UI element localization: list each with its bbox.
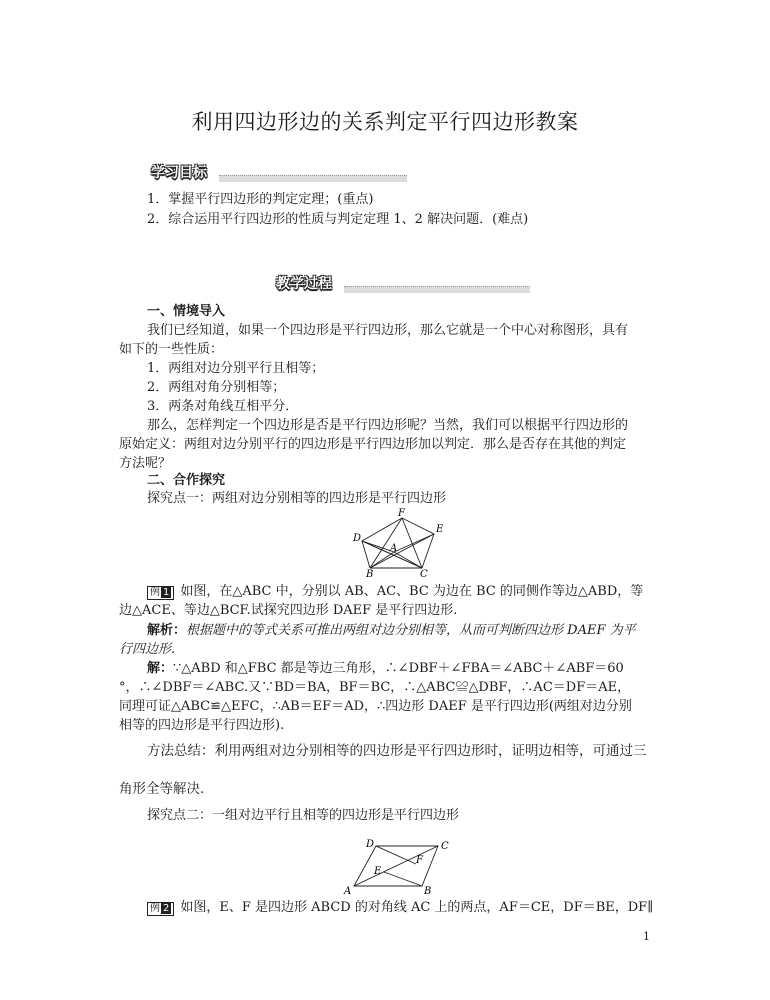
paragraph-line: 我们已经知道，如果一个四边形是平行四边形，那么它就是一个中心对称图形，具有 bbox=[147, 323, 629, 338]
explore-point-2: 探究点二：一组对边平行且相等的四边形是平行四边形 bbox=[147, 808, 460, 823]
page-title: 利用四边形边的关系判定平行四边形教案 bbox=[191, 110, 579, 134]
section-banner-objectives bbox=[147, 163, 407, 185]
diagonal-ac bbox=[354, 846, 438, 886]
part2-heading: 二、合作探究 bbox=[147, 473, 226, 488]
quad-dfea bbox=[362, 518, 434, 568]
section-label-objectives: 学习目标 bbox=[147, 163, 211, 183]
label-e: E bbox=[436, 524, 444, 535]
banner-rule bbox=[344, 286, 530, 293]
label-d: D bbox=[353, 533, 362, 544]
segment-be bbox=[370, 534, 434, 568]
page-number: 1 bbox=[643, 930, 650, 943]
figure-triangles bbox=[350, 508, 450, 578]
property-item: 1．两组对边分别平行且相等； bbox=[147, 361, 325, 376]
analysis-line: 解析：根据题中的等式关系可推出两组对边分别相等，从而可判断四边形 DAEF 为平 bbox=[147, 623, 636, 638]
section-label-process: 教学过程 bbox=[272, 274, 336, 294]
paragraph-line: 方法呢？ bbox=[119, 456, 172, 471]
example-tag: 例 1 bbox=[147, 586, 174, 600]
paragraph-line: 那么，怎样判定一个四边形是否是平行四边形呢？当然，我们可以根据平行四边形的 bbox=[147, 418, 629, 433]
label-d: D bbox=[366, 839, 375, 850]
segment-ae bbox=[394, 534, 434, 552]
segment-db bbox=[362, 541, 370, 568]
solution-line: °，∴∠DBF＝∠ABC.又∵BD＝BA，BF＝BC，∴△ABC≌△DBF，∴AC＝DF＝AE， bbox=[119, 680, 631, 695]
solution-label: 解： bbox=[147, 661, 174, 676]
section-banner-process bbox=[272, 274, 530, 296]
label-f: F bbox=[398, 508, 405, 519]
part1-heading: 一、情境导入 bbox=[147, 304, 226, 319]
label-b: B bbox=[424, 886, 432, 897]
method-summary-line: 方法总结：利用两组对边分别相等的四边形是平行四边形时，证明边相等，可通过三 bbox=[147, 743, 647, 759]
label-a: A bbox=[344, 886, 352, 897]
property-item: 2．两组对角分别相等； bbox=[147, 380, 286, 395]
figure-parallelogram bbox=[340, 838, 460, 898]
label-c: C bbox=[441, 841, 449, 852]
example-tag: 例 2 bbox=[147, 902, 174, 916]
method-summary-line: 角形全等解决. bbox=[119, 781, 205, 797]
example-1-line: 边△ACE、等边△BCF.试探究四边形 DAEF 是平行四边形. bbox=[119, 603, 458, 618]
label-a: A bbox=[390, 543, 398, 554]
explore-point-1: 探究点一：两组对边分别相等的四边形是平行四边形 bbox=[147, 491, 447, 506]
analysis-line: 行四边形. bbox=[119, 642, 176, 657]
solution-line: 同理可证△ABC≌△EFC，∴AB＝EF＝AD，∴四边形 DAEF 是平行四边形(两组对边分别 bbox=[119, 699, 632, 714]
example-1-line: 例 1 如图，在△ABC 中，分别以 AB、AC、BC 为边在 BC 的同侧作等边△ABD，等 bbox=[147, 582, 643, 601]
objective-item: 1．掌握平行四边形的判定定理；(重点) bbox=[147, 192, 374, 207]
solution-line: 相等的四边形是平行四边形). bbox=[119, 718, 285, 733]
paragraph-line: 如下的一些性质： bbox=[119, 342, 224, 357]
label-b: B bbox=[366, 569, 374, 578]
analysis-label: 解析： bbox=[147, 623, 187, 638]
property-item: 3．两条对角线互相平分． bbox=[147, 399, 299, 414]
segment-ab bbox=[370, 552, 394, 568]
segment-ac bbox=[394, 552, 422, 568]
segment-be bbox=[384, 872, 422, 886]
banner-rule bbox=[219, 175, 407, 182]
solution-line: 解：∵△ABD 和△FBC 都是等边三角形，∴∠DBF＋∠FBA＝∠ABC＋∠ABF＝60 bbox=[147, 661, 624, 676]
label-c: C bbox=[420, 569, 428, 578]
example-2-line: 例 2 如图，E、F 是四边形 ABCD 的对角线 AC 上的两点，AF＝CE，DF＝BE，DF∥ bbox=[147, 898, 653, 917]
objective-item: 2．综合运用平行四边形的性质与判定定理 1、2 解决问题．(难点) bbox=[147, 212, 529, 227]
label-f: F bbox=[416, 855, 423, 866]
paragraph-line: 原始定义：两组对边分别平行的四边形是平行四边形加以判定．那么是否存在其他的判定 bbox=[119, 437, 627, 452]
label-e: E bbox=[374, 866, 382, 877]
segment-df bbox=[376, 846, 416, 864]
